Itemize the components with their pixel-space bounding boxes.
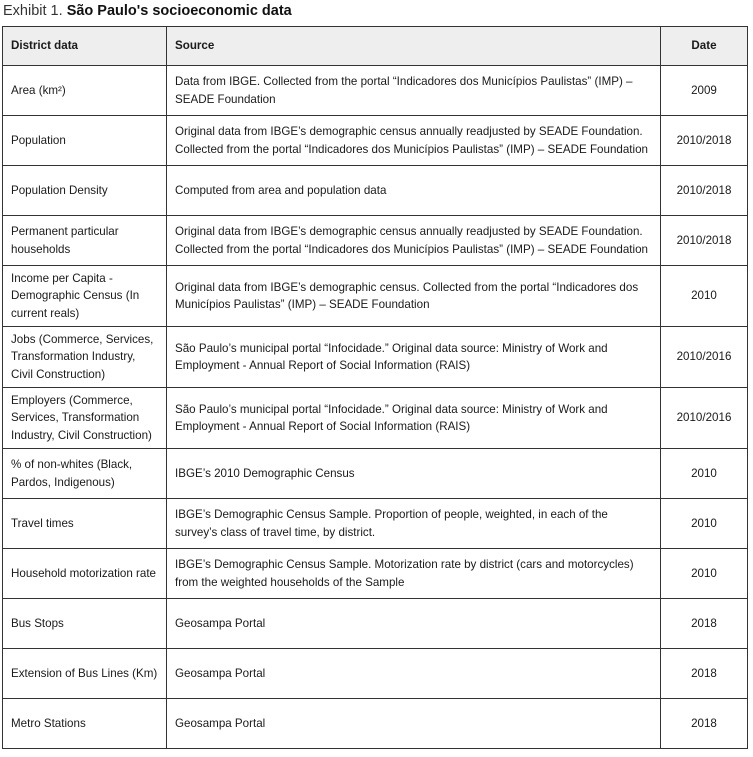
table-row: [3, 599, 748, 649]
cell-date: 2010/2018: [661, 216, 748, 266]
header-district-data: District data: [3, 27, 167, 66]
cell-district: Extension of Bus Lines (Km): [3, 649, 167, 699]
cell-date: 2018: [661, 649, 748, 699]
cell-district: Population: [3, 116, 167, 166]
cell-source: Geosampa Portal: [167, 699, 661, 749]
cell-source: Original data from IBGE’s demographic census annually readjusted by SEADE Foundation. Collected from the portal “Indicadores dos Municípios Paulistas” (IMP) – SEADE Foundation: [167, 116, 661, 166]
table-row: [3, 499, 748, 549]
cell-district: Permanent particular households: [3, 216, 167, 266]
cell-source: Computed from area and population data: [167, 166, 661, 216]
cell-district: Travel times: [3, 499, 167, 549]
header-date: Date: [661, 27, 748, 66]
table-row: [3, 327, 748, 388]
header-source: Source: [167, 27, 661, 66]
cell-source: Geosampa Portal: [167, 649, 661, 699]
cell-district: Population Density: [3, 166, 167, 216]
cell-source: São Paulo’s municipal portal “Infocidade.” Original data source: Ministry of Work and Employment - Annual Report of Social Information (RAIS): [167, 327, 661, 388]
table-header-row: [3, 27, 748, 66]
cell-district: Jobs (Commerce, Services, Transformation Industry, Civil Construction): [3, 327, 167, 388]
cell-district: Area (km²): [3, 66, 167, 116]
cell-district: % of non-whites (Black, Pardos, Indigenous): [3, 449, 167, 499]
cell-date: 2010: [661, 549, 748, 599]
cell-source: IBGE’s Demographic Census Sample. Proportion of people, weighted, in each of the survey’s class of travel time, by district.: [167, 499, 661, 549]
cell-district: Bus Stops: [3, 599, 167, 649]
socioeconomic-data-table: [2, 26, 748, 749]
cell-source: Geosampa Portal: [167, 599, 661, 649]
cell-source: Original data from IBGE’s demographic census annually readjusted by SEADE Foundation. Collected from the portal “Indicadores dos Municípios Paulistas” (IMP) – SEADE Foundation: [167, 216, 661, 266]
table-row: [3, 699, 748, 749]
table-row: [3, 266, 748, 327]
cell-source: Data from IBGE. Collected from the portal “Indicadores dos Municípios Paulistas” (IMP) – SEADE Foundation: [167, 66, 661, 116]
table-row: [3, 649, 748, 699]
cell-date: 2010: [661, 449, 748, 499]
exhibit-label: Exhibit 1.: [3, 3, 63, 19]
cell-date: 2010/2016: [661, 388, 748, 449]
cell-date: 2018: [661, 599, 748, 649]
cell-source: IBGE’s Demographic Census Sample. Motorization rate by district (cars and motorcycles) from the weighted households of the Sample: [167, 549, 661, 599]
cell-date: 2018: [661, 699, 748, 749]
table-row: [3, 166, 748, 216]
cell-date: 2010/2018: [661, 166, 748, 216]
cell-date: 2010: [661, 266, 748, 327]
table-row: [3, 449, 748, 499]
cell-district: Household motorization rate: [3, 549, 167, 599]
cell-date: 2010: [661, 499, 748, 549]
table-row: [3, 116, 748, 166]
table-row: [3, 66, 748, 116]
cell-district: Metro Stations: [3, 699, 167, 749]
table-row: [3, 216, 748, 266]
cell-date: 2010/2018: [661, 116, 748, 166]
cell-date: 2010/2016: [661, 327, 748, 388]
cell-date: 2009: [661, 66, 748, 116]
table-row: [3, 549, 748, 599]
table-row: [3, 388, 748, 449]
exhibit-title: [3, 2, 292, 20]
cell-source: São Paulo’s municipal portal “Infocidade.” Original data source: Ministry of Work and Employment - Annual Report of Social Information (RAIS): [167, 388, 661, 449]
cell-district: Employers (Commerce, Services, Transformation Industry, Civil Construction): [3, 388, 167, 449]
cell-district: Income per Capita - Demographic Census (In current reals): [3, 266, 167, 327]
cell-source: IBGE’s 2010 Demographic Census: [167, 449, 661, 499]
exhibit-name: São Paulo's socioeconomic data: [66, 3, 292, 19]
cell-source: Original data from IBGE’s demographic census. Collected from the portal “Indicadores dos Municípios Paulistas” (IMP) – SEADE Foundation: [167, 266, 661, 327]
